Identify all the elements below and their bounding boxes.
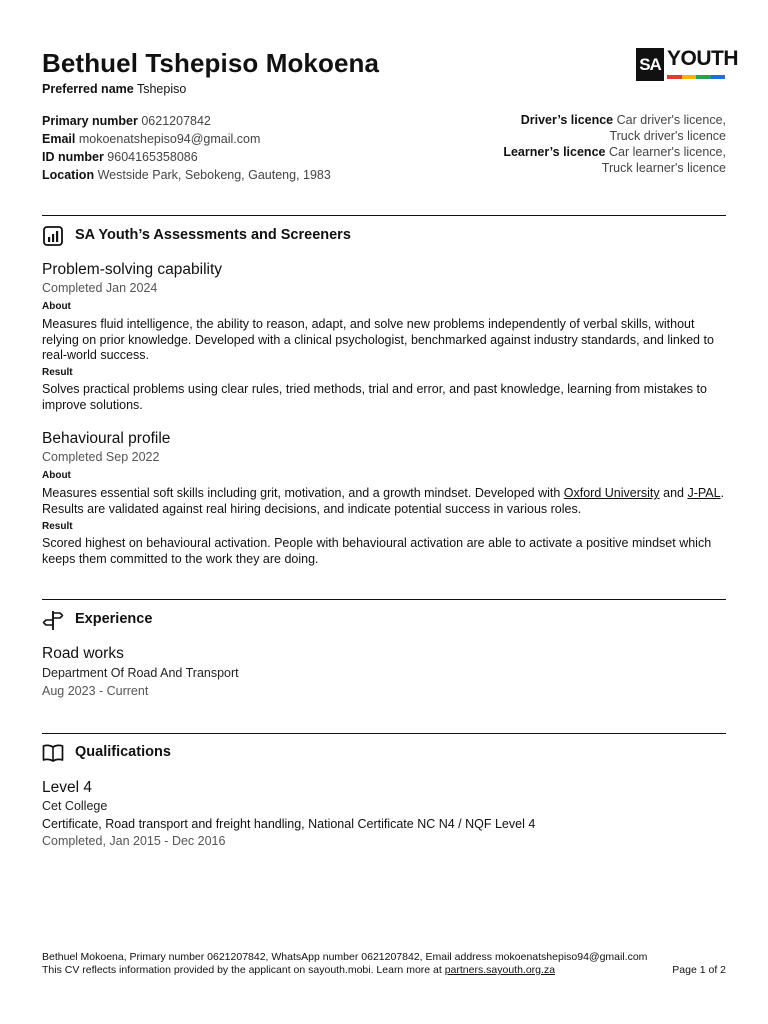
- qualification-dates: Completed, Jan 2015 - Dec 2016: [42, 834, 226, 848]
- preferred-name-label: Preferred name: [42, 82, 134, 96]
- experience-section-title: Experience: [75, 611, 153, 627]
- sa-youth-logo: [636, 47, 738, 82]
- learners-licence-label: Learner’s licence: [503, 145, 606, 159]
- footer-source-text: This CV reflects information provided by the applicant on sayouth.mobi. Learn more at: [42, 964, 445, 976]
- signpost-icon: [42, 609, 64, 631]
- oxford-university-link[interactable]: Oxford University: [563, 486, 660, 500]
- preferred-name: [42, 82, 186, 96]
- licence-details: [496, 112, 726, 176]
- drivers-licence-label: Driver’s licence: [520, 113, 614, 127]
- section-divider: [42, 215, 726, 216]
- logo-stripe-yellow: [682, 75, 697, 79]
- assessment-about-text: [42, 486, 728, 517]
- candidate-name: Bethuel Tshepiso Mokoena: [42, 48, 380, 78]
- result-label: Result: [42, 367, 73, 378]
- logo-stripe-green: [696, 75, 711, 79]
- learners-licence-value: Car learner's licence, Truck learner's licence: [601, 145, 726, 175]
- qualifications-section-title: Qualifications: [75, 744, 171, 760]
- logo-stripe-red: [667, 75, 682, 79]
- assessment-result-text: Scored highest on behavioural activation. People with behavioural activation are able to activate a positive mindset which keeps them committed to the work they are doing.: [42, 536, 712, 566]
- page-footer: [42, 951, 726, 977]
- certificate-details: Certificate, Road transport and freight handling, National Certificate NC N4 / NQF Level 4: [42, 817, 536, 831]
- primary-number-row: [42, 112, 331, 130]
- contact-details: [42, 112, 331, 184]
- employer-name: Department Of Road And Transport: [42, 666, 239, 680]
- result-label: Result: [42, 521, 73, 532]
- logo-youth-text: YOUTH: [667, 47, 738, 70]
- open-book-icon: [42, 742, 64, 764]
- id-number-label: ID number: [42, 150, 104, 164]
- page-number: Page 1 of 2: [672, 964, 726, 976]
- job-title: Road works: [42, 645, 124, 662]
- about-text-part: and: [659, 486, 688, 500]
- assessment-completed-date: Completed Jan 2024: [42, 281, 158, 295]
- about-label: About: [42, 301, 71, 312]
- about-text-part: Measures essential soft skills including grit, motivation, and a growth mindset. Developed with: [42, 486, 564, 500]
- id-number-row: [42, 148, 331, 166]
- logo-stripe-blue: [711, 75, 726, 79]
- assessment-result-text: Solves practical problems using clear rules, tried methods, trial and error, and past knowledge, learning from mistakes to improve solutions.: [42, 382, 707, 412]
- section-divider: [42, 733, 726, 734]
- email-label: Email: [42, 132, 76, 146]
- logo-stripes: [667, 75, 725, 79]
- assessment-title: Problem-solving capability: [42, 261, 223, 278]
- location-value: Westside Park, Sebokeng, Gauteng, 1983: [97, 168, 331, 182]
- institution-name: Cet College: [42, 799, 108, 813]
- qualification-level: Level 4: [42, 779, 92, 796]
- id-number-value: 9604165358086: [107, 150, 198, 164]
- location-label: Location: [42, 168, 95, 182]
- learners-licence-row: [496, 144, 726, 176]
- section-divider: [42, 599, 726, 600]
- preferred-name-value: Tshepiso: [136, 82, 187, 96]
- footer-contact-line: Bethuel Mokoena, Primary number 0621207842, WhatsApp number 0621207842, Email address mokoenatshepiso94@gmail.com: [42, 951, 648, 963]
- partners-link[interactable]: partners.sayouth.org.za: [444, 964, 556, 976]
- job-dates: Aug 2023 - Current: [42, 684, 149, 698]
- assessment-chart-icon: [42, 225, 64, 247]
- about-label: About: [42, 470, 71, 481]
- assessment-completed-date: Completed Sep 2022: [42, 450, 160, 464]
- primary-number-value: 0621207842: [141, 114, 211, 128]
- email-value: mokoenatshepiso94@gmail.com: [78, 132, 261, 146]
- drivers-licence-row: [496, 112, 726, 144]
- assessment-about-text: Measures fluid intelligence, the ability to reason, adapt, and solve new problems independently of verbal skills, without relying on prior knowledge. Developed with a clinical psychologist, benchmarked against industry standards, and linked to real-world success.: [42, 317, 714, 362]
- assessment-title: Behavioural profile: [42, 430, 171, 447]
- email-row: [42, 130, 331, 148]
- location-row: [42, 166, 331, 184]
- j-pal-link[interactable]: J-PAL: [687, 486, 721, 500]
- assessments-section-title: SA Youth’s Assessments and Screeners: [75, 227, 351, 243]
- footer-source-line: [42, 964, 726, 977]
- primary-number-label: Primary number: [42, 114, 138, 128]
- about-text-part: . Results are validated against real hiring decisions, and indicate potential success in various roles.: [42, 486, 725, 516]
- drivers-licence-value: Car driver's licence, Truck driver's licence: [609, 113, 726, 143]
- logo-sa-mark: SA: [636, 48, 664, 81]
